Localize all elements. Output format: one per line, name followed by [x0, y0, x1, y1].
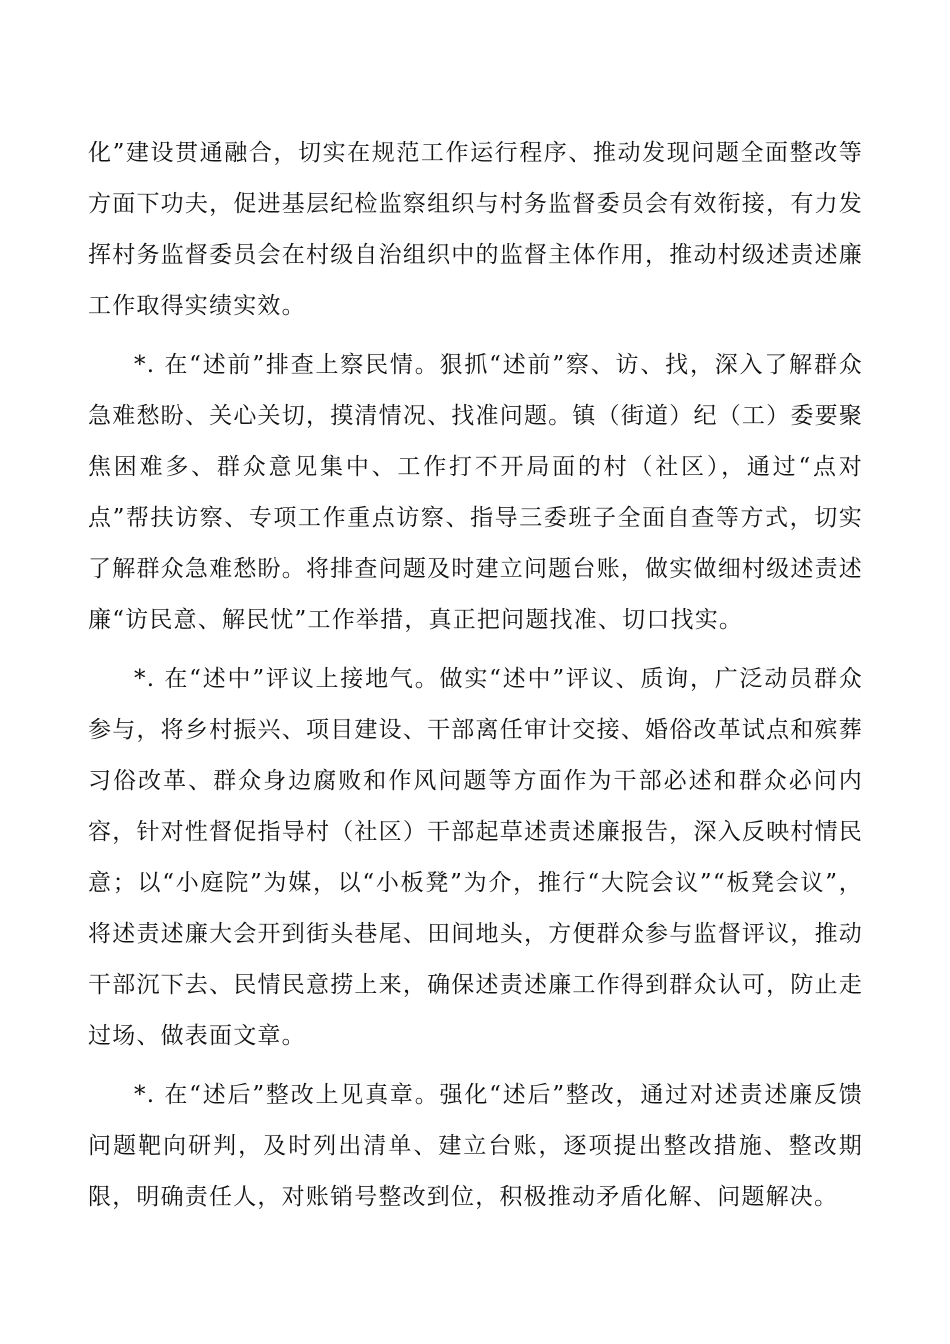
paragraph-post-report: *. 在“述后”整改上见真章。强化“述后”整改，通过对述责述廉反馈问题靶向研判，及时列出清单、建立台账，逐项提出整改措施、整改期限，明确责任人，对账销号整改到位，积极推动矛盾化解、问题解决。: [88, 1082, 863, 1210]
paragraph-continuation: 化”建设贯通融合，切实在规范工作运行程序、推动发现问题全面整改等方面下功夫，促进基层纪检监察组织与村务监督委员会有效衔接，有力发挥村务监督委员会在村级自治组织中的监督主体作用，推动村级述责述廉工作取得实绩实效。: [88, 140, 863, 319]
document-body: [88, 128, 863, 1223]
paragraph-mid-report: *. 在“述中”评议上接地气。做实“述中”评议、质询，广泛动员群众参与，将乡村振兴、项目建设、干部离任审计交接、婚俗改革试点和殡葬习俗改革、群众身边腐败和作风问题等方面作为干部必述和群众必问内容，针对性督促指导村（社区）干部起草述责述廉报告，深入反映村情民意；以“小庭院”为媒，以“小板凳”为介，推行“大院会议”“板凳会议”，将述责述廉大会开到街头巷尾、田间地头，方便群众参与监督评议，推动干部沉下去、民情民意捞上来，确保述责述廉工作得到群众认可，防止走过场、做表面文章。: [88, 666, 863, 1049]
paragraph-pre-report: *. 在“述前”排查上察民情。狠抓“述前”察、访、找，深入了解群众急难愁盼、关心关切，摸清情况、找准问题。镇（街道）纪（工）委要聚焦困难多、群众意见集中、工作打不开局面的村（社区），通过“点对点”帮扶访察、专项工作重点访察、指导三委班子全面自查等方式，切实了解群众急难愁盼。将排查问题及时建立问题台账，做实做细村级述责述廉“访民意、解民忧”工作举措，真正把问题找准、切口找实。: [88, 352, 863, 633]
